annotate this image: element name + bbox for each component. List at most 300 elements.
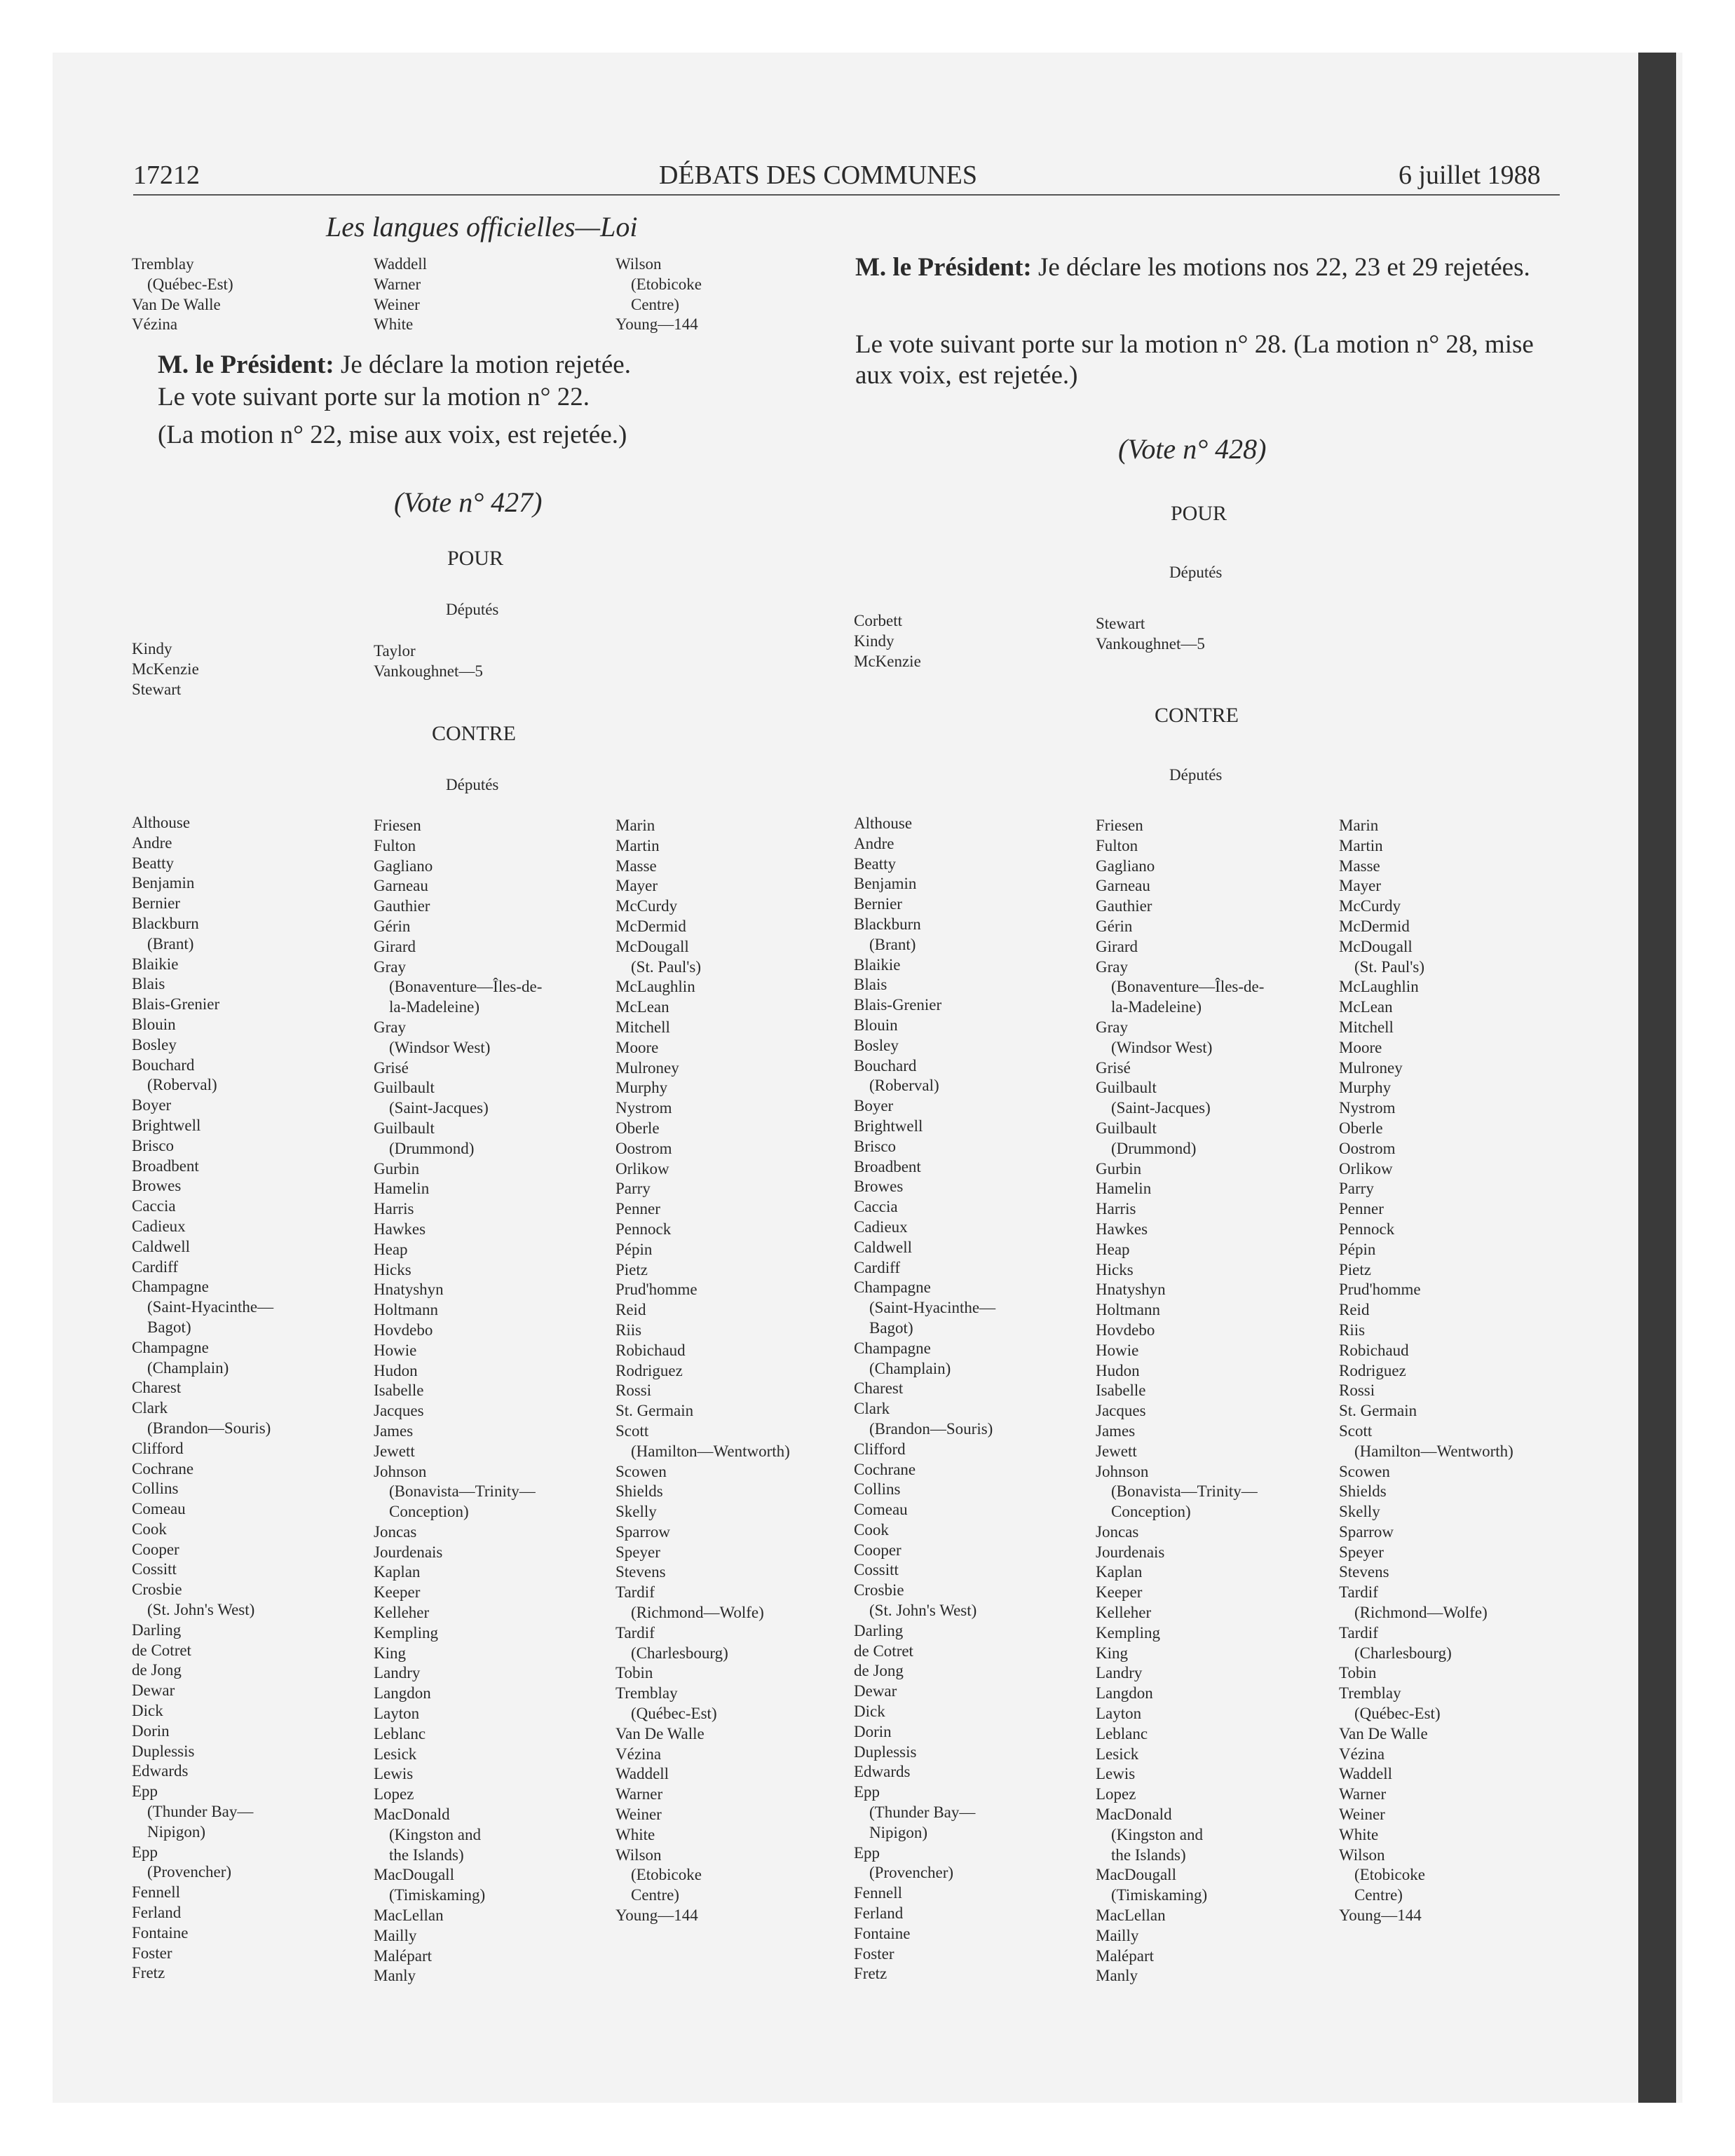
member-name: Hicks (1096, 1260, 1134, 1278)
riding-line: (Etobicoke (631, 275, 702, 293)
member-name: Hovdebo (374, 1321, 433, 1339)
member-name: Mayer (1339, 877, 1382, 895)
member-name: Riis (615, 1321, 642, 1339)
member-name: Riis (1339, 1321, 1366, 1339)
member-name: Rodriguez (615, 1361, 683, 1379)
member-name: Mitchell (1339, 1018, 1394, 1036)
member-name: Kindy (132, 640, 172, 657)
member-name: Foster (132, 1944, 172, 1962)
member-name: Pietz (1339, 1260, 1371, 1278)
riding-line: (Brant) (147, 934, 194, 953)
member-name: Kelleher (374, 1604, 430, 1622)
member-name: Shields (1339, 1482, 1387, 1501)
member-name: Kaplan (1096, 1563, 1143, 1581)
member-name: Champagne (132, 1338, 209, 1356)
member-name: Edwards (854, 1763, 911, 1781)
member-name: King (374, 1644, 406, 1662)
left-pour-list-1 (132, 639, 199, 700)
member-name: Isabelle (374, 1381, 424, 1400)
member-name: Martin (1339, 836, 1383, 854)
member-name: Brisco (854, 1137, 897, 1155)
member-name: Garneau (374, 877, 428, 895)
member-name: Pennock (615, 1220, 672, 1238)
member-name: Warner (1339, 1785, 1387, 1803)
member-name: Taylor (374, 642, 416, 660)
member-name: Heap (374, 1240, 408, 1258)
riding-line: la-Madeleine) (1111, 998, 1202, 1016)
member-name: Pépin (1339, 1240, 1376, 1258)
member-name: Van De Walle (132, 295, 221, 313)
member-name: Robichaud (1339, 1341, 1409, 1359)
member-name: Guilbault (1096, 1119, 1157, 1137)
member-name: Cadieux (854, 1217, 908, 1236)
member-name: Althouse (132, 814, 191, 831)
member-name: Vankoughnet—5 (1096, 634, 1205, 653)
member-name: Blais (854, 976, 887, 994)
member-name: St. Germain (1339, 1402, 1417, 1420)
member-name: Fulton (374, 836, 416, 854)
riding-line: (Richmond—Wolfe) (631, 1604, 764, 1622)
riding-line: (Saint-Jacques) (1111, 1099, 1211, 1117)
member-name: Tardif (615, 1623, 655, 1642)
member-name: Gray (374, 957, 406, 976)
member-name: Collins (132, 1480, 179, 1498)
member-name: Shields (615, 1482, 663, 1501)
member-name: McLean (615, 998, 669, 1016)
member-name: Leblanc (374, 1724, 426, 1742)
member-name: Andre (854, 834, 894, 852)
member-name: Bosley (132, 1035, 177, 1053)
riding-line: (Hamilton—Wentworth) (631, 1442, 790, 1460)
member-name: Gauthier (374, 897, 430, 915)
member-name: Malépart (374, 1946, 433, 1965)
member-name: de Cotret (854, 1642, 913, 1660)
member-name: de Cotret (132, 1641, 191, 1659)
member-name: Bernier (132, 894, 180, 913)
member-name: Centre) (631, 1886, 679, 1904)
member-name: Murphy (615, 1079, 668, 1097)
member-name: Gagliano (374, 857, 433, 875)
member-name: Joncas (1096, 1522, 1139, 1541)
member-name: MacLellan (374, 1906, 444, 1925)
member-name: Caccia (854, 1198, 898, 1216)
member-name: Lopez (374, 1785, 414, 1803)
member-name: Penner (1339, 1200, 1384, 1218)
member-name: Blackburn (854, 915, 921, 933)
member-name: Broadbent (854, 1157, 921, 1175)
member-name: Oostrom (615, 1139, 672, 1157)
member-name: Champagne (854, 1339, 931, 1357)
member-name: Fennell (132, 1883, 180, 1902)
member-name: White (615, 1825, 655, 1843)
member-name: Foster (854, 1944, 894, 1963)
riding-line: (Champlain) (147, 1358, 229, 1377)
member-name: Vézina (132, 315, 178, 334)
member-name: Conception) (389, 1503, 469, 1521)
member-name: MacDonald (1096, 1806, 1172, 1824)
riding-line: (Thunder Bay— (869, 1803, 976, 1822)
member-name: Dorin (132, 1721, 170, 1740)
member-name: Rossi (615, 1381, 652, 1400)
right-contre-list-3 (1339, 816, 1513, 1926)
member-name: White (374, 315, 414, 334)
riding-line: (Drummond) (389, 1139, 475, 1157)
riding-line: (Timiskaming) (1111, 1886, 1208, 1904)
member-name: Howie (374, 1341, 417, 1359)
member-name: Manly (374, 1967, 416, 1985)
member-name: Mulroney (1339, 1058, 1403, 1077)
carry-list-1 (132, 254, 233, 335)
left-pour-heading: POUR (447, 547, 504, 570)
member-name: Hicks (374, 1260, 411, 1278)
member-name: Moore (615, 1038, 659, 1056)
member-name: Comeau (854, 1501, 908, 1519)
member-name: Girard (1096, 937, 1138, 955)
right-speaker-paragraph (855, 252, 1556, 283)
member-name: McKenzie (854, 652, 921, 670)
member-name: Prud'homme (615, 1281, 698, 1299)
member-name: Manly (1096, 1967, 1138, 1985)
member-name: Friesen (374, 817, 421, 834)
member-name: Beatty (854, 854, 897, 873)
member-name: Kaplan (374, 1563, 421, 1581)
member-name: Orlikow (615, 1159, 669, 1178)
member-name: Cooper (132, 1540, 179, 1558)
member-name: Cossitt (132, 1560, 177, 1578)
member-name: Epp (132, 1843, 158, 1861)
member-name: Stevens (615, 1563, 666, 1581)
member-name: Mailly (374, 1926, 417, 1944)
member-name: Scowen (615, 1462, 667, 1480)
member-name: Keeper (374, 1583, 421, 1602)
member-name: Cochrane (854, 1460, 916, 1478)
member-name: Reid (1339, 1301, 1370, 1319)
left-contre-list-1 (132, 813, 273, 1984)
member-name: Blais (132, 975, 165, 993)
member-name: Holtmann (1096, 1301, 1160, 1319)
carry-list-3 (615, 254, 702, 335)
right-pour-list-2 (1096, 614, 1205, 655)
riding-line: (St. John's West) (147, 1601, 255, 1619)
member-name: Weiner (615, 1806, 662, 1824)
member-name: Vézina (1339, 1745, 1385, 1763)
member-name: Caccia (132, 1197, 176, 1215)
member-name: Guilbault (374, 1079, 435, 1097)
member-name: Waddell (1339, 1765, 1393, 1783)
member-name: Brisco (132, 1136, 175, 1154)
member-name: Layton (374, 1705, 420, 1723)
member-name: Dick (132, 1702, 163, 1720)
member-name: Johnson (1096, 1462, 1149, 1480)
left-deputes-2: Députés (446, 776, 499, 793)
right-deputes-1: Députés (1169, 564, 1223, 581)
member-name: McLaughlin (1339, 978, 1419, 996)
member-name: Harris (1096, 1200, 1136, 1218)
member-name: Cardiff (854, 1258, 901, 1276)
right-vote-label: (Vote n° 428) (1118, 433, 1267, 465)
member-name: Althouse (854, 814, 913, 832)
member-name: Andre (132, 833, 172, 852)
member-name: Boyer (854, 1097, 894, 1115)
member-name: Blaikie (132, 955, 179, 973)
member-name: Browes (854, 1178, 904, 1196)
member-name: Jacques (374, 1402, 424, 1420)
member-name: Brightwell (854, 1117, 923, 1135)
member-name: Fontaine (854, 1924, 911, 1942)
member-name: Oostrom (1339, 1139, 1396, 1157)
member-name: Gurbin (1096, 1159, 1142, 1178)
member-name: Gray (1096, 957, 1128, 976)
member-name: Friesen (1096, 817, 1143, 834)
speaker-name: M. le Président: (158, 350, 334, 379)
member-name: Vankoughnet—5 (374, 662, 483, 680)
left-paragraph-2: Le vote suivant porte sur la motion n° 22. (158, 383, 590, 411)
left-speaker-paragraph (158, 350, 631, 381)
member-name: Lesick (374, 1745, 417, 1763)
member-name: Jewett (374, 1442, 415, 1460)
member-name: Epp (854, 1843, 880, 1862)
riding-line: (Saint-Hyacinthe— (869, 1299, 996, 1317)
member-name: Blais-Grenier (854, 996, 942, 1014)
member-name: Tardif (1339, 1583, 1378, 1602)
right-paragraph-2: Le vote suivant porte sur la motion n° 28. (La motion n° 28, mise aux voix, est rejetée.) (855, 330, 1534, 390)
member-name: Malépart (1096, 1946, 1155, 1965)
left-pour-list-2 (374, 641, 483, 682)
riding-line: (Kingston and (389, 1825, 481, 1843)
member-name: James (1096, 1421, 1136, 1440)
speaker-name-right: M. le Président: (855, 253, 1032, 282)
member-name: Bernier (854, 895, 902, 913)
member-name: Martin (615, 836, 660, 854)
member-name: Parry (615, 1180, 651, 1198)
speaker-text: Je déclare la motion rejetée. (334, 350, 631, 379)
member-name: Nystrom (1339, 1099, 1396, 1117)
member-name: Centre) (1354, 1886, 1403, 1904)
page-number: 17212 (133, 161, 200, 190)
member-name: Kindy (854, 632, 894, 650)
member-name: Caldwell (132, 1237, 191, 1255)
member-name: McCurdy (615, 897, 678, 915)
member-name: Isabelle (1096, 1381, 1146, 1400)
riding-line: (St. Paul's) (631, 957, 701, 976)
riding-line: the Islands) (1111, 1845, 1186, 1864)
member-name: Gérin (374, 917, 411, 935)
member-name: Wilson (615, 1845, 662, 1864)
riding-line: (Bonavista—Trinity— (1111, 1482, 1258, 1501)
member-name: Tremblay (132, 255, 194, 273)
member-name: Clifford (132, 1439, 184, 1457)
member-name: Epp (132, 1782, 158, 1801)
member-name: Jourdenais (374, 1543, 443, 1561)
member-name: Scott (615, 1421, 649, 1440)
member-name: Joncas (374, 1522, 417, 1541)
member-name: Clark (132, 1399, 168, 1417)
member-name: Langdon (1096, 1684, 1153, 1703)
page-title: DÉBATS DES COMMUNES (659, 161, 977, 190)
member-name: Stevens (1339, 1563, 1389, 1581)
member-name: Fontaine (132, 1923, 189, 1942)
member-name: Mailly (1096, 1926, 1139, 1944)
member-name: Darling (132, 1621, 182, 1639)
riding-line: (Roberval) (147, 1076, 217, 1094)
member-name: Cooper (854, 1541, 901, 1559)
riding-line: (Champlain) (869, 1359, 951, 1377)
member-name: Harris (374, 1200, 414, 1218)
riding-line: (Timiskaming) (389, 1886, 486, 1904)
right-pour-list-1 (854, 611, 921, 671)
member-name: Sparrow (1339, 1522, 1394, 1541)
speaker-text-right: Je déclare les motions nos 22, 23 et 29 rejetées. (1031, 253, 1530, 282)
member-name: Blackburn (132, 914, 199, 932)
member-name: Dorin (854, 1722, 892, 1740)
member-name: Weiner (374, 295, 420, 313)
member-name: Pennock (1339, 1220, 1395, 1238)
member-name: Blouin (132, 1015, 176, 1033)
member-name: Hamelin (374, 1180, 430, 1198)
member-name: Caldwell (854, 1238, 913, 1256)
riding-line: (Provencher) (869, 1864, 954, 1882)
member-name: Benjamin (132, 874, 195, 892)
member-name: Oberle (1339, 1119, 1383, 1137)
member-name: Duplessis (132, 1742, 195, 1760)
member-name: Fretz (132, 1964, 165, 1982)
member-name: Penner (615, 1200, 660, 1218)
member-name: Cadieux (132, 1217, 186, 1235)
riding-line: (Etobicoke (631, 1866, 702, 1884)
member-name: Gagliano (1096, 857, 1155, 875)
member-name: St. Germain (615, 1402, 694, 1420)
member-name: Fennell (854, 1884, 902, 1902)
member-name: Champagne (132, 1278, 209, 1296)
left-paragraph-3: (La motion n° 22, mise aux voix, est rejetée.) (158, 421, 627, 449)
member-name: Bosley (854, 1036, 899, 1054)
member-name: Broadbent (132, 1157, 199, 1175)
member-name: Bouchard (854, 1056, 917, 1074)
member-name: Guilbault (1096, 1079, 1157, 1097)
member-name: Waddell (615, 1765, 669, 1783)
member-name: Speyer (1339, 1543, 1384, 1561)
left-contre-heading: CONTRE (432, 722, 516, 745)
riding-line: (Etobicoke (1354, 1866, 1425, 1884)
riding-line: (Kingston and (1111, 1825, 1203, 1843)
riding-line: (Roberval) (869, 1077, 939, 1095)
right-deputes-2: Députés (1169, 766, 1223, 784)
member-name: Ferland (132, 1904, 182, 1922)
member-name: McKenzie (132, 660, 199, 678)
member-name: Dewar (132, 1681, 175, 1700)
member-name: Kempling (1096, 1623, 1160, 1642)
member-name: Lesick (1096, 1745, 1139, 1763)
member-name: Marin (615, 817, 655, 834)
member-name: Marin (1339, 817, 1379, 834)
member-name: Speyer (615, 1543, 660, 1561)
member-name: Wilson (1339, 1845, 1385, 1864)
member-name: McDermid (615, 917, 686, 935)
member-name: Tardif (1339, 1623, 1378, 1642)
member-name: Mitchell (615, 1018, 670, 1036)
member-name: Edwards (132, 1762, 189, 1780)
member-name: Masse (615, 857, 657, 875)
member-name: Tardif (615, 1583, 655, 1602)
riding-line: (Brandon—Souris) (869, 1419, 993, 1438)
page-date: 6 juillet 1988 (1399, 161, 1541, 190)
member-name: Robichaud (615, 1341, 686, 1359)
riding-line: (Québec-Est) (631, 1705, 717, 1723)
member-name: Corbett (854, 612, 902, 629)
member-name: Reid (615, 1301, 646, 1319)
riding-line: (Thunder Bay— (147, 1803, 254, 1821)
member-name: Waddell (374, 255, 428, 273)
member-name: Hnatyshyn (1096, 1281, 1166, 1299)
member-name: Blais-Grenier (132, 995, 220, 1014)
member-name: White (1339, 1825, 1379, 1843)
member-name: Cochrane (132, 1459, 194, 1478)
member-name: Oberle (615, 1119, 660, 1137)
riding-line: (St. Paul's) (1354, 957, 1424, 976)
member-name: Dick (854, 1703, 885, 1721)
member-name: Lewis (1096, 1765, 1136, 1783)
member-name: Crosbie (132, 1581, 182, 1599)
member-name: Kempling (374, 1623, 438, 1642)
member-name: Sparrow (615, 1522, 670, 1541)
member-name: Rossi (1339, 1381, 1375, 1400)
member-name: Girard (374, 937, 416, 955)
member-name: Landry (374, 1664, 421, 1682)
member-name: Centre) (631, 295, 679, 313)
member-name: de Jong (854, 1662, 904, 1680)
member-name: Moore (1339, 1038, 1382, 1056)
carry-list-2 (374, 254, 427, 335)
member-name: Darling (854, 1621, 904, 1639)
member-name: Scott (1339, 1421, 1373, 1440)
member-name: Collins (854, 1480, 901, 1499)
member-name: Jourdenais (1096, 1543, 1165, 1561)
member-name: Ferland (854, 1904, 904, 1923)
riding-line: (Brant) (869, 935, 916, 953)
member-name: Wilson (615, 255, 662, 273)
member-name: Benjamin (854, 875, 917, 893)
member-name: Hawkes (1096, 1220, 1148, 1238)
member-name: McDermid (1339, 917, 1410, 935)
member-name: Tobin (615, 1664, 653, 1682)
member-name: Tremblay (1339, 1684, 1401, 1703)
left-contre-list-3 (615, 816, 790, 1926)
riding-line: (Bonaventure—Îles-de- (389, 978, 543, 996)
member-name: Hudon (374, 1361, 418, 1379)
member-name: Cardiff (132, 1257, 179, 1276)
member-name: Heap (1096, 1240, 1130, 1258)
right-contre-heading: CONTRE (1155, 704, 1239, 727)
member-name: MacDougall (1096, 1866, 1176, 1884)
riding-line: (Hamilton—Wentworth) (1354, 1442, 1513, 1460)
member-name: Guilbault (374, 1119, 435, 1137)
member-name: Bouchard (132, 1056, 195, 1074)
member-name: Bagot) (869, 1318, 913, 1337)
member-name: Comeau (132, 1500, 186, 1518)
member-name: Lopez (1096, 1785, 1136, 1803)
member-name: Warner (374, 275, 421, 293)
member-name: Gauthier (1096, 897, 1152, 915)
riding-line: (Drummond) (1111, 1139, 1197, 1157)
member-name: Garneau (1096, 877, 1150, 895)
member-name: Browes (132, 1177, 182, 1195)
member-name: Rodriguez (1339, 1361, 1406, 1379)
member-name: Skelly (615, 1503, 657, 1521)
right-contre-list-2 (1096, 816, 1264, 1986)
member-name: Beatty (132, 854, 175, 872)
member-name: Masse (1339, 857, 1380, 875)
member-name: King (1096, 1644, 1128, 1662)
